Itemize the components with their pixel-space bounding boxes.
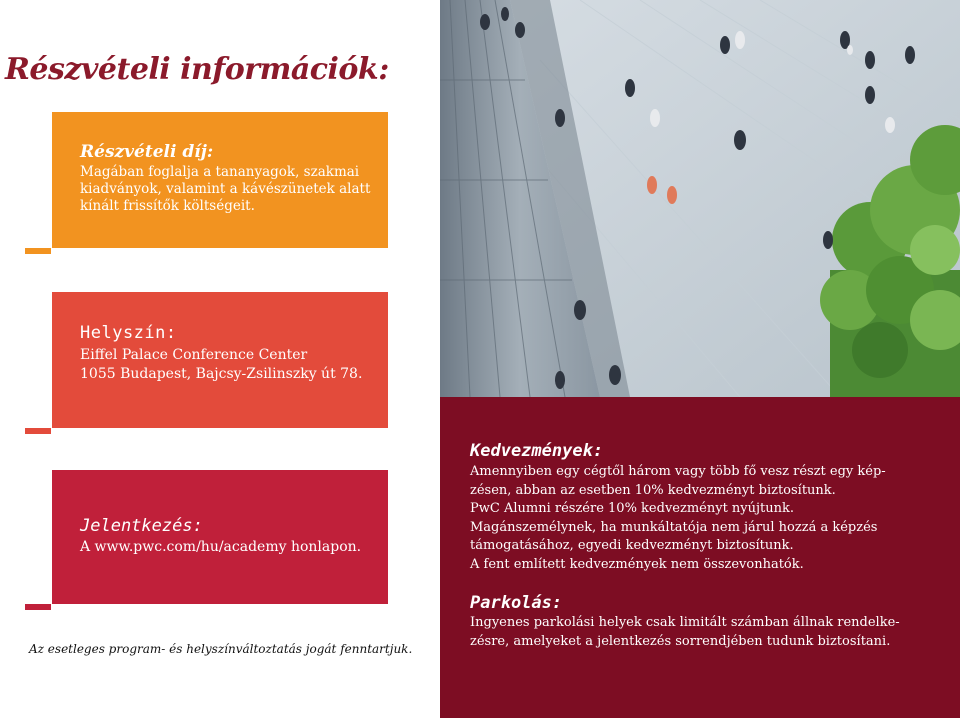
page-title: Részvételi információk: [5, 52, 389, 87]
hero-photo-illustration [440, 0, 960, 397]
discounts-line: Magánszemélynek, ha munkáltatója nem járul hozzá a képzés [470, 519, 878, 535]
registration-card [52, 470, 388, 604]
venue-text [80, 346, 362, 384]
discounts-line: Amennyiben egy cégtől három vagy több fő vesz részt egy kép- [470, 464, 886, 479]
disclaimer: Az esetleges program- és helyszínváltoztatás jogát fenntartjuk. [29, 642, 413, 656]
venue-line: 1055 Budapest, Bajcsy-Zsilinszky út 78. [80, 366, 363, 382]
registration-text[interactable]: A www.pwc.com/hu/academy honlapon. [80, 539, 362, 555]
discounts-line: PwC Alumni részére 10% kedvezményt nyújtunk. [470, 501, 795, 516]
hero-photo [440, 0, 960, 397]
fee-line: kiadványok, valamint a kávészünetek alatt [80, 181, 371, 197]
fee-line: kínált frissítők költségeit. [80, 198, 255, 214]
venue-card-tab [25, 428, 51, 434]
parking-line: zésre, amelyeket a jelentkezés sorrendjében tudunk biztosítani. [470, 633, 891, 649]
venue-line: Eiffel Palace Conference Center [80, 347, 308, 363]
info-panel [440, 397, 960, 718]
fee-line: Magában foglalja a tananyagok, szakmai [80, 164, 360, 180]
discounts-heading: Kedvezmények: [470, 441, 604, 461]
registration-card-tab [25, 604, 51, 610]
discounts-line: A fent említett kedvezmények nem összevonhatók. [470, 556, 804, 572]
venue-heading: Helyszín: [80, 323, 177, 343]
parking-text [470, 614, 910, 651]
discounts-text [470, 463, 910, 574]
fee-text [80, 164, 370, 215]
registration-heading: Jelentkezés: [80, 516, 203, 536]
fee-heading: Részvételi díj: [80, 142, 214, 162]
discounts-line: támogatásához, egyedi kedvezményt biztosítunk. [470, 538, 794, 553]
parking-line: Ingyenes parkolási helyek csak limitált számban állnak rendelke- [470, 615, 900, 630]
discounts-line: zésen, abban az esetben 10% kedvezményt biztosítunk. [470, 482, 836, 498]
fee-card-tab [25, 248, 51, 254]
parking-heading: Parkolás: [470, 593, 563, 613]
